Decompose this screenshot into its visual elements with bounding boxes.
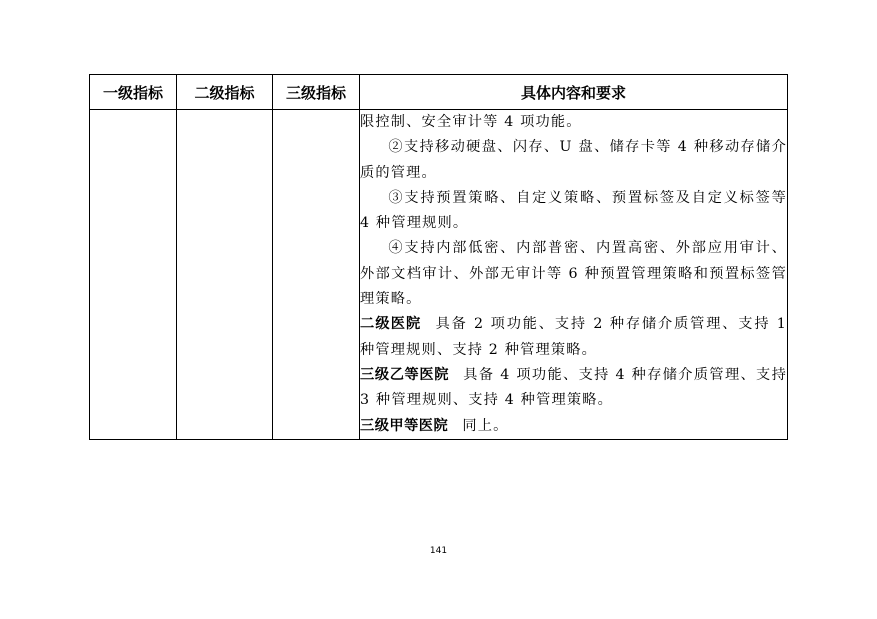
level-requirement-tertiary-b-hospital — [360, 363, 787, 414]
requirement-item-3: ③支持预置策略、自定义策略、预置标签及自定义标签等 4 种管理规则。 — [360, 189, 787, 232]
level-label: 三级乙等医院 — [360, 366, 450, 383]
indicator-table — [89, 74, 788, 440]
level-text: 具备 2 项功能、支持 2 种存储介质管理、支持 1 种管理规则、支持 2 种管理策略。 — [360, 316, 787, 358]
header-content-requirements: 具体内容和要求 — [360, 75, 788, 110]
cell-level-1-empty — [90, 110, 177, 440]
cell-content-requirements — [360, 110, 788, 440]
header-level-1-indicator: 一级指标 — [90, 75, 177, 110]
requirement-item-4: ④支持内部低密、内部普密、内置高密、外部应用审计、外部文档审计、外部无审计等 6 种预置管理策略和预置标签管理策略。 — [360, 240, 787, 308]
level-requirement-tertiary-a-hospital — [360, 414, 787, 439]
level-text: 同上。 — [462, 417, 509, 434]
cell-level-3-empty — [273, 110, 360, 440]
table-row — [90, 110, 788, 440]
level-requirement-secondary-hospital — [360, 312, 787, 363]
cell-level-2-empty — [177, 110, 273, 440]
requirement-item-2: ②支持移动硬盘、闪存、U 盘、储存卡等 4 种移动存储介质的管理。 — [360, 139, 787, 181]
table-header-row — [90, 75, 788, 110]
level-label: 三级甲等医院 — [360, 417, 449, 434]
level-label: 二级医院 — [360, 316, 422, 333]
header-level-2-indicator: 二级指标 — [177, 75, 273, 110]
header-level-3-indicator: 三级指标 — [273, 75, 360, 110]
level-text: 具备 4 项功能、支持 4 种存储介质管理、支持 3 种管理规则、支持 4 种管理策略。 — [360, 366, 787, 409]
page-number: 141 — [429, 546, 448, 556]
continuation-paragraph: 限控制、安全审计等 4 项功能。 — [360, 114, 582, 130]
